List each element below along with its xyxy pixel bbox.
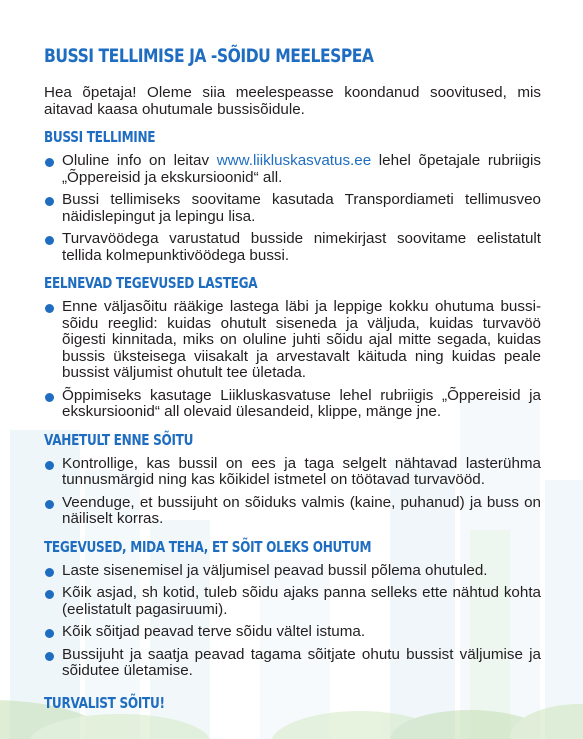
list-item: [44, 647, 541, 680]
item-text: Kontrollige, kas bussil on ees ja taga selgelt nähtavad lasterühma tunnusmärgid ning kas kõikidel istmetel on töötavad turvavööd.: [62, 454, 541, 488]
list-item: [44, 299, 541, 382]
item-text-after: lehel õpetajale rubriigis „Õppereisid ja ekskursioonid“ all.: [62, 152, 541, 186]
list-item: [44, 585, 541, 618]
preparation-list: [44, 299, 541, 421]
intro-paragraph: Hea õpetaja! Oleme siia meelespeasse koondanud soovitused, mis aitavad kaasa ohutumale bussisõidule.: [44, 84, 541, 118]
bullet-icon: [45, 461, 54, 470]
item-text-before: Oluline info on leitav: [62, 152, 217, 169]
item-text: Enne väljasõitu rääkige lastega läbi ja leppige kokku ohutuma bussi-sõidu reeglid: kuidas ohutult siseneda ja väljuda, kuidas turvavöö õigesti kinnitada, miks on oluline juhti sõidu ajal mitte segada, kuidas bussis üksteisega viisakalt ja arvestavalt käituda ning kuidas peale bussist väljumist ohutult tee ületada.: [62, 298, 541, 381]
bullet-icon: [45, 652, 54, 661]
website-link[interactable]: www.liikluskasvatus.ee: [216, 152, 372, 169]
bus-ordering-list: [44, 153, 541, 264]
list-item: [44, 624, 541, 641]
item-text: Bussijuht ja saatja peavad tagama sõitjate ohutu bussist väljumise ja sõidutee ületamise.: [62, 645, 541, 679]
list-item: [44, 153, 541, 186]
bullet-icon: [45, 197, 54, 206]
closing-heading: TURVALIST SÕITU!: [44, 693, 165, 712]
section-heading-safety-actions: TEGEVUSED, MIDA TEHA, ET SÕIT OLEKS OHUTUM: [44, 537, 372, 556]
bullet-icon: [45, 393, 54, 402]
item-text: Bussi tellimiseks soovitame kasutada Transpordiameti tellimusveo näidislepingut ja lepingu lisa.: [62, 191, 541, 225]
item-text: Kõik asjad, sh kotid, tuleb sõidu ajaks panna selleks ette nähtud kohta (eelistatult pagasiruumi).: [62, 584, 541, 618]
section-heading-preparation: EELNEVAD TEGEVUSED LASTEGA: [44, 274, 258, 292]
bullet-icon: [45, 500, 54, 509]
list-item: [44, 563, 541, 580]
item-text: Laste sisenemisel ja väljumisel peavad bussil põlema ohutuled.: [62, 561, 488, 579]
bullet-icon: [45, 236, 54, 245]
safety-actions-list: [44, 563, 541, 680]
section-heading-bus-ordering: BUSSI TELLIMINE: [44, 128, 156, 146]
reminder-document: [44, 45, 541, 719]
list-item: [44, 456, 541, 489]
bullet-icon: [45, 158, 54, 167]
item-text: Veenduge, et bussijuht on sõiduks valmis (kaine, puhanud) ja buss on näiliselt korras.: [62, 493, 541, 527]
bullet-icon: [45, 629, 54, 638]
item-text: Õppimiseks kasutage Liikluskasvatuse lehel rubriigis „Õppereisid ja ekskursioonid“ all olevaid ülesandeid, klippe, mänge jne.: [62, 386, 541, 420]
bullet-icon: [45, 568, 54, 577]
list-item: [44, 388, 541, 421]
item-text: Turvavöödega varustatud busside nimekirjast soovitame eelistatult tellida kolmepunktivöödega bussi.: [62, 230, 541, 264]
list-item: [44, 231, 541, 264]
document-title: BUSSI TELLIMISE JA -SÕIDU MEELESPEA: [44, 45, 374, 67]
section-heading-before-departure: VAHETULT ENNE SÕITU: [44, 430, 194, 449]
item-text: Kõik sõitjad peavad terve sõidu vältel istuma.: [62, 623, 366, 640]
bullet-icon: [45, 590, 54, 599]
before-departure-list: [44, 456, 541, 528]
list-item: [44, 192, 541, 225]
list-item: [44, 495, 541, 528]
bullet-icon: [45, 304, 54, 313]
